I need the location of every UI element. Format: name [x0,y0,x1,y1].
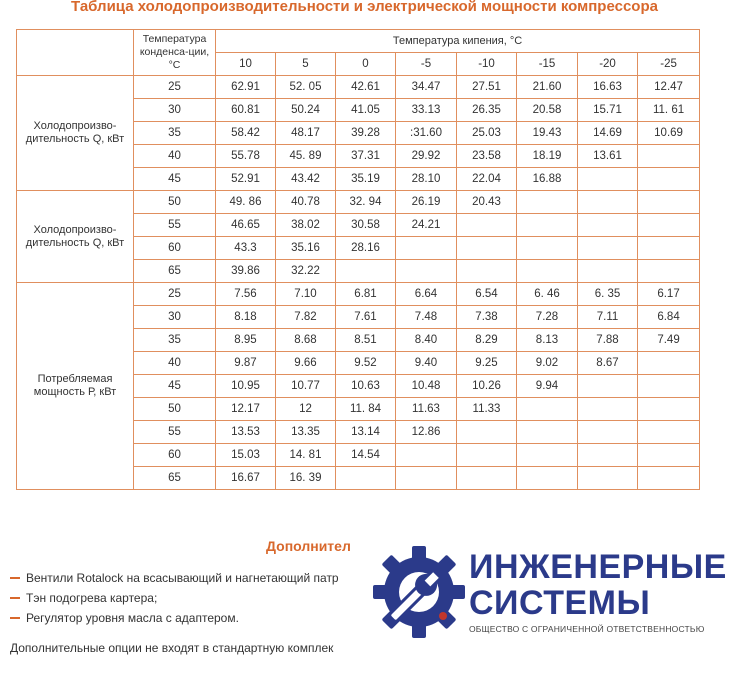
value-cell: 15.71 [578,99,638,122]
value-cell: 14. 81 [276,444,336,467]
value-cell [578,168,638,191]
value-cell: 33.13 [396,99,457,122]
value-cell [578,191,638,214]
value-cell: 16.63 [578,76,638,99]
value-cell [517,237,578,260]
evaporation-temp-header: Температура кипения, °С [216,30,700,53]
group-label: Потребляемая мощность Р, кВт [17,283,134,490]
option-label: Тэн подогрева картера; [26,591,158,605]
logo-title-line1: ИНЖЕНЕРНЫЕ [469,548,727,586]
value-cell: 52. 05 [276,76,336,99]
value-cell: 7.82 [276,306,336,329]
value-cell: 32. 94 [336,191,396,214]
value-cell: 8.29 [457,329,517,352]
value-cell: 21.60 [517,76,578,99]
condensation-temp-cell: 30 [134,99,216,122]
value-cell [638,260,700,283]
options-title: Дополнител [266,538,351,554]
value-cell [638,375,700,398]
value-cell [578,421,638,444]
value-cell [517,421,578,444]
value-cell: 10.63 [336,375,396,398]
value-cell: 6. 46 [517,283,578,306]
value-cell: 10.48 [396,375,457,398]
condensation-temp-cell: 40 [134,145,216,168]
value-cell [457,214,517,237]
condensation-temp-cell: 35 [134,122,216,145]
value-cell: 6.64 [396,283,457,306]
value-cell: 12.47 [638,76,700,99]
value-cell [396,260,457,283]
logo-title-line2: СИСТЕМЫ [469,584,651,622]
value-cell [336,260,396,283]
page-title: Таблица холодопроизводительности и электрической мощности компрессора [71,0,658,15]
value-cell: 11. 84 [336,398,396,421]
value-cell: 11.33 [457,398,517,421]
condensation-temp-cell: 45 [134,168,216,191]
option-item [10,590,339,610]
value-cell: 13.14 [336,421,396,444]
value-cell [578,260,638,283]
condensation-temp-cell: 65 [134,467,216,490]
value-cell: 12.86 [396,421,457,444]
value-cell [457,444,517,467]
value-cell [638,421,700,444]
value-cell: 7.61 [336,306,396,329]
value-cell: 25.03 [457,122,517,145]
value-cell: 14.54 [336,444,396,467]
value-cell: 7.11 [578,306,638,329]
evap-temp-cell: -5 [396,53,457,76]
value-cell: 19.43 [517,122,578,145]
value-cell: 60.81 [216,99,276,122]
value-cell: 12 [276,398,336,421]
value-cell: 7.38 [457,306,517,329]
value-cell: 6.17 [638,283,700,306]
condensation-temp-cell: 25 [134,283,216,306]
evap-temp-cell: -20 [578,53,638,76]
value-cell [396,444,457,467]
value-cell: 62.91 [216,76,276,99]
table-row [17,191,700,214]
value-cell: 50.24 [276,99,336,122]
value-cell [578,375,638,398]
condensation-temp-cell: 35 [134,329,216,352]
value-cell: 48.17 [276,122,336,145]
value-cell [578,237,638,260]
dash-bullet [10,597,20,599]
evap-temp-cell: -10 [457,53,517,76]
value-cell [638,214,700,237]
condensation-temp-cell: 65 [134,260,216,283]
condensation-temp-header: Температура конденса-ции, °С [134,30,216,76]
corner-cell [17,30,134,76]
table-row [17,76,700,99]
value-cell: 32.22 [276,260,336,283]
value-cell: 9.87 [216,352,276,375]
group-label: Холодопроизво-дительность Q, кВт [17,191,134,283]
value-cell: 13.61 [578,145,638,168]
value-cell: 15.03 [216,444,276,467]
value-cell: 20.43 [457,191,517,214]
value-cell: 20.58 [517,99,578,122]
value-cell [457,467,517,490]
value-cell: 55.78 [216,145,276,168]
value-cell: :31.60 [396,122,457,145]
value-cell: 49. 86 [216,191,276,214]
value-cell [638,168,700,191]
value-cell [336,467,396,490]
value-cell: 8.67 [578,352,638,375]
value-cell [578,214,638,237]
value-cell: 8.18 [216,306,276,329]
value-cell: 9.52 [336,352,396,375]
value-cell [578,444,638,467]
condensation-temp-cell: 30 [134,306,216,329]
condensation-temp-cell: 55 [134,421,216,444]
options-list [10,570,339,630]
option-label: Вентили Rotalock на всасывающий и нагнетающий патр [26,571,339,585]
value-cell: 10.95 [216,375,276,398]
header-row-1 [17,30,700,53]
value-cell: 23.58 [457,145,517,168]
evap-temp-cell: -15 [517,53,578,76]
value-cell: 43.42 [276,168,336,191]
value-cell: 41.05 [336,99,396,122]
value-cell: 16. 39 [276,467,336,490]
option-item [10,570,339,590]
value-cell [638,398,700,421]
evap-temp-cell: -25 [638,53,700,76]
value-cell [517,214,578,237]
table-body [17,30,700,490]
value-cell: 6.54 [457,283,517,306]
value-cell: 28.10 [396,168,457,191]
value-cell: 52.91 [216,168,276,191]
value-cell: 26.35 [457,99,517,122]
option-label: Регулятор уровня масла с адаптером. [26,611,239,625]
value-cell [638,237,700,260]
value-cell [517,398,578,421]
value-cell: 11. 61 [638,99,700,122]
gear-wrench-icon [373,536,465,648]
value-cell: 35.19 [336,168,396,191]
value-cell: 34.47 [396,76,457,99]
evap-temp-cell: 0 [336,53,396,76]
company-logo [365,532,729,654]
value-cell: 7.48 [396,306,457,329]
value-cell: 6.84 [638,306,700,329]
value-cell: 8.13 [517,329,578,352]
value-cell: 9.94 [517,375,578,398]
value-cell: 13.53 [216,421,276,444]
value-cell: 27.51 [457,76,517,99]
value-cell [638,191,700,214]
value-cell: 43.3 [216,237,276,260]
value-cell [457,237,517,260]
value-cell: 22.04 [457,168,517,191]
evap-temp-cell: 5 [276,53,336,76]
value-cell: 39.28 [336,122,396,145]
value-cell: 16.88 [517,168,578,191]
value-cell: 6. 35 [578,283,638,306]
condensation-temp-cell: 55 [134,214,216,237]
option-item [10,610,339,630]
value-cell: 29.92 [396,145,457,168]
options-note: Дополнительные опции не входят в стандартную комплек [10,641,334,655]
value-cell: 13.35 [276,421,336,444]
value-cell: 6.81 [336,283,396,306]
value-cell [517,467,578,490]
value-cell: 30.58 [336,214,396,237]
value-cell: 45. 89 [276,145,336,168]
logo-subtitle: ОБЩЕСТВО С ОГРАНИЧЕННОЙ ОТВЕТСТВЕННОСТЬЮ [469,624,705,634]
value-cell: 11.63 [396,398,457,421]
table-row [17,283,700,306]
value-cell [638,444,700,467]
value-cell [457,260,517,283]
value-cell [457,421,517,444]
value-cell: 37.31 [336,145,396,168]
dash-bullet [10,617,20,619]
value-cell: 9.02 [517,352,578,375]
condensation-temp-cell: 40 [134,352,216,375]
condensation-temp-cell: 50 [134,398,216,421]
group-label: Холодопроизво-дительность Q, кВт [17,76,134,191]
condensation-temp-cell: 60 [134,237,216,260]
value-cell [578,398,638,421]
value-cell [517,191,578,214]
value-cell: 7.28 [517,306,578,329]
value-cell: 24.21 [396,214,457,237]
value-cell: 46.65 [216,214,276,237]
value-cell: 58.42 [216,122,276,145]
value-cell [396,467,457,490]
condensation-temp-cell: 45 [134,375,216,398]
value-cell: 12.17 [216,398,276,421]
value-cell [517,444,578,467]
value-cell [578,467,638,490]
value-cell: 38.02 [276,214,336,237]
condensation-temp-cell: 50 [134,191,216,214]
value-cell: 39.86 [216,260,276,283]
performance-table [16,29,700,490]
value-cell: 42.61 [336,76,396,99]
condensation-temp-cell: 60 [134,444,216,467]
value-cell: 16.67 [216,467,276,490]
value-cell [638,467,700,490]
dash-bullet [10,577,20,579]
value-cell: 40.78 [276,191,336,214]
value-cell [517,260,578,283]
value-cell [638,145,700,168]
value-cell: 9.66 [276,352,336,375]
value-cell: 9.25 [457,352,517,375]
condensation-temp-cell: 25 [134,76,216,99]
value-cell: 8.51 [336,329,396,352]
value-cell: 26.19 [396,191,457,214]
value-cell: 10.77 [276,375,336,398]
value-cell [396,237,457,260]
value-cell: 7.10 [276,283,336,306]
value-cell: 35.16 [276,237,336,260]
value-cell [638,352,700,375]
value-cell: 9.40 [396,352,457,375]
value-cell: 8.40 [396,329,457,352]
value-cell: 8.95 [216,329,276,352]
evap-temp-cell: 10 [216,53,276,76]
value-cell: 28.16 [336,237,396,260]
value-cell: 7.88 [578,329,638,352]
value-cell: 14.69 [578,122,638,145]
value-cell: 7.56 [216,283,276,306]
value-cell: 8.68 [276,329,336,352]
value-cell: 18.19 [517,145,578,168]
value-cell: 10.69 [638,122,700,145]
value-cell: 7.49 [638,329,700,352]
value-cell: 10.26 [457,375,517,398]
